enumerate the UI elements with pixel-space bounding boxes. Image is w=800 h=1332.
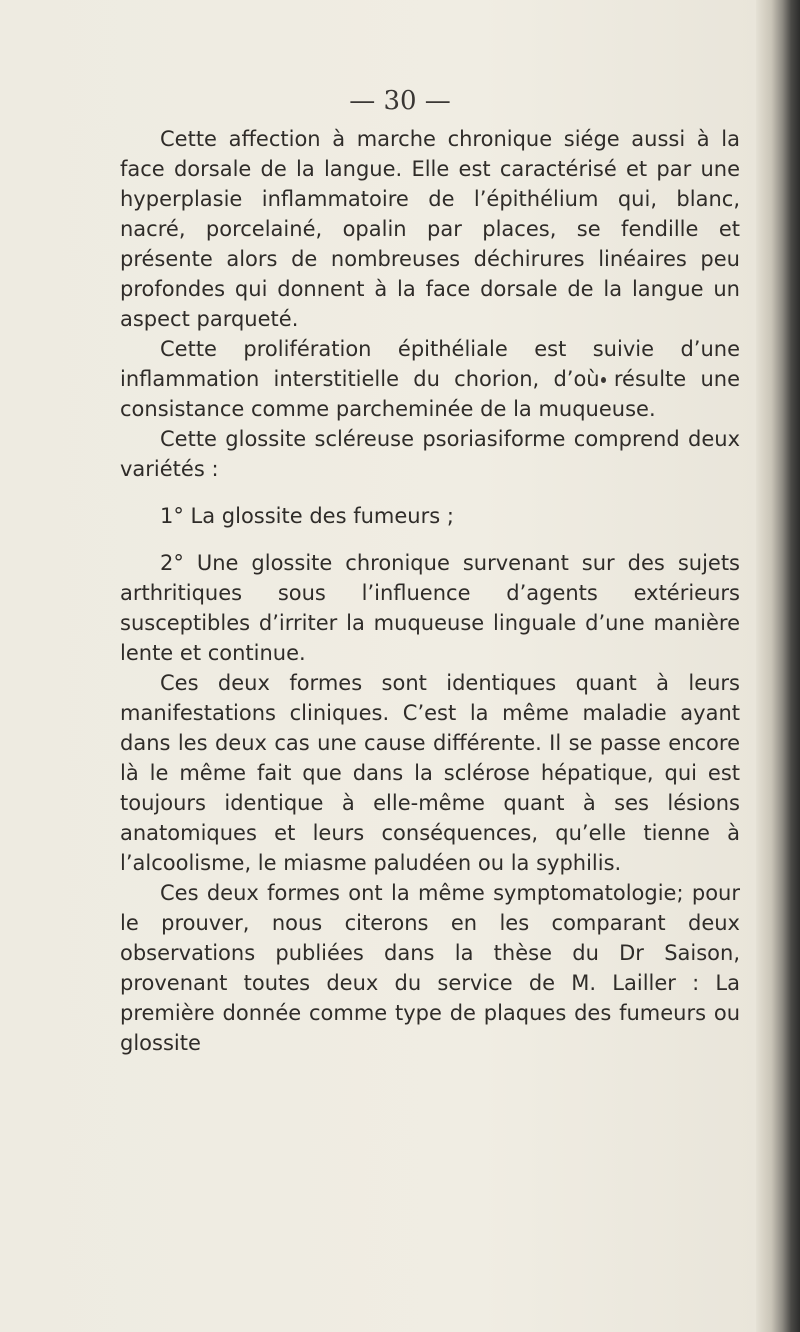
paragraph: Cette prolifération épithéliale est suivie d’une inflammation interstitielle du chorion, d’où résulte une consistance comme parcheminée de la muqueuse.: [120, 337, 740, 421]
list-item: 1° La glossite des fumeurs ;: [160, 504, 454, 528]
paragraph: Ces deux formes sont identiques quant à leurs manifestations cliniques. C’est la même maladie ayant dans les deux cas une cause différente. Il se passe encore là le même fait que dans la sclérose hépatique, qui est toujours identique à elle-même quant à ses lésions anatomiques et leurs conséquences, qu’elle tienne à l’alcoolisme, le miasme paludéen ou la syphilis.: [120, 671, 740, 875]
page-edge-shadow: [756, 0, 800, 1332]
paragraph: Cette glossite scléreuse psoriasiforme comprend deux variétés :: [120, 427, 740, 481]
paragraph: Ces deux formes ont la même symptomatologie; pour le prouver, nous citerons en les comparant deux observations publiées dans la thèse du Dr Saison, provenant toutes deux du service de M. Lailler : La première donnée comme type de plaques des fumeurs ou glossite: [120, 881, 740, 1055]
page-number: — 30 —: [349, 86, 451, 116]
list-item: 2° Une glossite chronique survenant sur des sujets arthritiques sous l’influence d’agents extérieurs susceptibles d’irriter la muqueuse linguale d’une manière lente et continue.: [120, 551, 740, 665]
paragraph: Cette affection à marche chronique siége aussi à la face dorsale de la langue. Elle est caractérisé et par une hyperplasie inflammatoire de l’épithélium qui, blanc, nacré, porcelainé, opalin par places, se fendille et présente alors de nombreuses déchirures linéaires peu profondes qui donnent à la face dorsale de la langue un aspect parqueté.: [120, 127, 740, 331]
body-text: [120, 124, 740, 1058]
